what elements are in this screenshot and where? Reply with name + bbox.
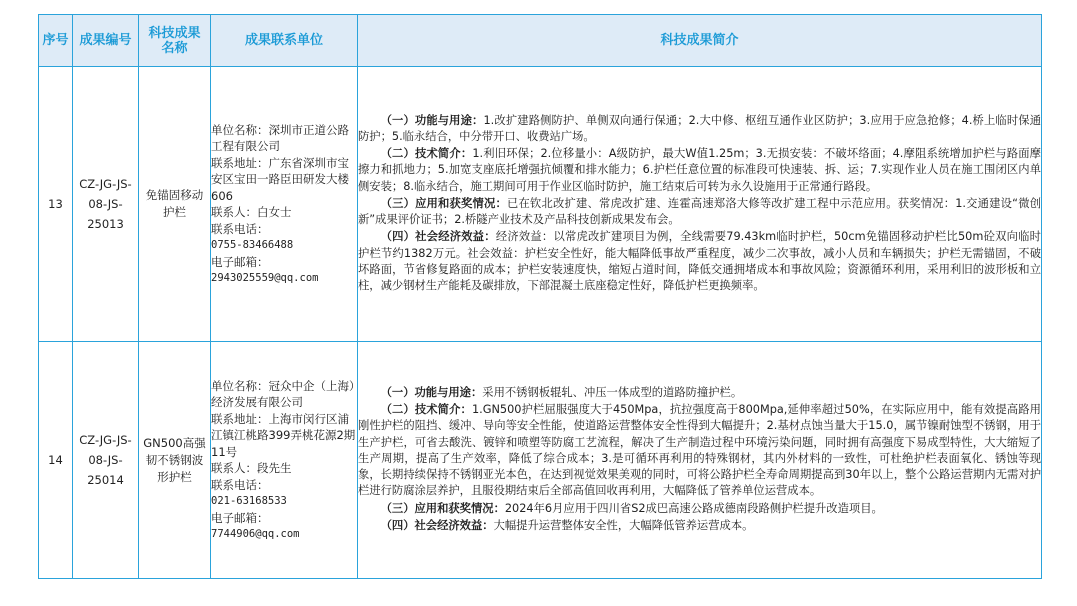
code-line: 25013 — [87, 217, 124, 231]
contact-person: 联系人：段先生 — [211, 461, 292, 475]
table-row — [39, 67, 1042, 342]
code-line: 25014 — [87, 473, 124, 487]
contact-email-label: 电子邮箱： — [211, 254, 269, 269]
header-name-text: 科技成果名称 — [148, 25, 201, 56]
row-summary — [358, 67, 1042, 342]
summary-text: 1.利旧环保；2.位移量小：A级防护，最大W值1.25m；3.无损安装：不破坏络面；4.摩阻系统增加护栏与路面摩擦力和抓地力；5.加宽支座底托增强抗倾覆和排水能力；6.护栏任意位置的标准段可快速装、拆、运；7.实现作业人员在施工围闭区内单侧安装；8.临永结合，施工期间可用于作业区临时防护，施工结束后可转为永久设施用于正常通行路段。 — [358, 147, 1041, 193]
header-contact: 成果联系单位 — [211, 15, 358, 67]
contact-unit: 单位名称：冠众中企（上海）经济发展有限公司 — [211, 378, 355, 409]
summary-paragraph — [358, 146, 1041, 195]
contact-person: 联系人：白女士 — [211, 205, 292, 219]
summary-text: 经济效益：以常虎改扩建项目为例，全线需要79.43km临时护栏，50cm免锚固移动护栏比50m砼双向临时护栏节约1382万元。社会效益：护栏安全性好，能大幅降低事故严重程度，减少二次事故，减小人员和车辆损失；护栏无需锚固，不破坏路面，节省修复路面的成本；护栏安装速度快，缩短占道时间，降低交通拥堵成本和事故风险；资源循环利用，采用利旧的波形板和立柱，减少钢材生产能耗及碳排放，下部混凝土底座稳定性好，降低护栏更换频率。 — [358, 230, 1041, 292]
contact-phone-label: 联系电话： — [211, 477, 269, 492]
summary-text: 1.GN500护栏屈服强度大于450Mpa，抗拉强度高于800Mpa,延伸率超过50%，在实际应用中，能有效提高路用刚性护栏的阻挡、缓冲、导向等安全性能，使道路运营整体安全性得到大幅提升；2.基材点蚀当量大于15.0，属节镍耐蚀型不锈钢，用于生产护栏，可省去酸洗、镀锌和喷塑等防腐工艺流程，解决了生产制造过程中环境污染问题，同时拥有高强度下易成型特性，大大缩短了生产周期，提高了生产效率，降低了综合成本；3.是可循环再利用的特殊钢材，其内外材料的一致性，可杜绝护栏表面氧化、锈蚀等现象，长期持续保持不锈钢亚光本色，在达到视觉效果美观的同时，可将公路护栏全寿命周期提高到30年以上，整个公路运营期内无需对护栏进行防腐涂层养护，且服役期结束后全部高值回收再利用，大幅降低了管养单位运营成本。 — [358, 403, 1041, 498]
contact-phone-label: 联系电话： — [211, 221, 269, 236]
contact-email: 7744906@qq.com — [211, 528, 300, 540]
summary-paragraph — [358, 501, 1041, 517]
summary-paragraph — [358, 196, 1041, 228]
contact-phone: 021-63168533 — [211, 495, 287, 507]
code-line: CZ-JG-JS- — [79, 177, 132, 191]
summary-title: （二）技术简介： — [380, 147, 473, 161]
code-line: 08-JS- — [88, 197, 123, 211]
summary-text: 大幅提升运营整体安全性，大幅降低管养运营成本。 — [493, 518, 754, 532]
contact-unit: 单位名称：深圳市正道公路工程有限公司 — [211, 122, 349, 153]
summary-title: （二）技术简介： — [380, 403, 472, 417]
summary-paragraph — [358, 518, 1041, 534]
table-row — [39, 342, 1042, 579]
summary-text: 采用不锈钢板辊轧、冲压一体成型的道路防撞护栏。 — [482, 386, 743, 400]
summary-text: 1.改扩建路侧防护、单侧双向通行保通；2.大中修、枢纽互通作业区防护；3.应用于应急抢修；4.桥上临时保通防护；5.临永结合，中分带开口、收费站广场。 — [358, 113, 1041, 144]
row-contact — [211, 67, 358, 342]
summary-text: 2024年6月应用于四川省S2成巴高速公路成德南段路侧护栏提升改造项目。 — [504, 501, 883, 515]
contact-address: 联系地址：上海市闵行区浦江镇江桃路399弄桃花源2期11号 — [211, 411, 356, 459]
summary-title: （四）社会经济效益： — [380, 230, 496, 244]
summary-paragraph — [358, 402, 1041, 499]
contact-address: 联系地址：广东省深圳市宝安区宝田一路臣田研发大楼606 — [211, 155, 349, 203]
row-index: 13 — [39, 67, 73, 342]
summary-paragraph — [358, 229, 1041, 294]
summary-title: （三）应用和获奖情况： — [380, 501, 505, 515]
table-header-row — [39, 15, 1042, 67]
achievements-table — [38, 14, 1042, 579]
header-index: 序号 — [39, 15, 73, 67]
summary-title: （一）功能与用途： — [380, 113, 484, 127]
summary-title: （四）社会经济效益： — [380, 518, 494, 532]
row-contact — [211, 342, 358, 579]
row-index: 14 — [39, 342, 73, 579]
contact-phone: 0755-83466488 — [211, 239, 294, 251]
row-summary — [358, 342, 1042, 579]
row-code — [73, 342, 139, 579]
row-code — [73, 67, 139, 342]
header-summary: 科技成果简介 — [358, 15, 1042, 67]
summary-title: （三）应用和获奖情况： — [380, 196, 508, 210]
code-line: 08-JS- — [88, 453, 123, 467]
summary-paragraph — [358, 113, 1041, 145]
header-code: 成果编号 — [73, 15, 139, 67]
summary-paragraph — [358, 385, 1041, 401]
contact-email-label: 电子邮箱： — [211, 510, 269, 525]
header-name — [139, 15, 211, 67]
row-name: GN500高强韧不锈钢波形护栏 — [139, 342, 211, 579]
row-name: 免锚固移动护栏 — [139, 67, 211, 342]
summary-title: （一）功能与用途： — [380, 386, 483, 400]
code-line: CZ-JG-JS- — [79, 433, 132, 447]
contact-email: 2943025559@qq.com — [211, 272, 319, 284]
summary-text: 已在钦北改扩建、常虎改扩建、连霍高速郑洛大修等改扩建工程中示范应用。获奖情况：1.交通建设“微创新”成果评价证书；2.桥隧产业技术及产品科技创新成果发布会。 — [358, 196, 1041, 227]
